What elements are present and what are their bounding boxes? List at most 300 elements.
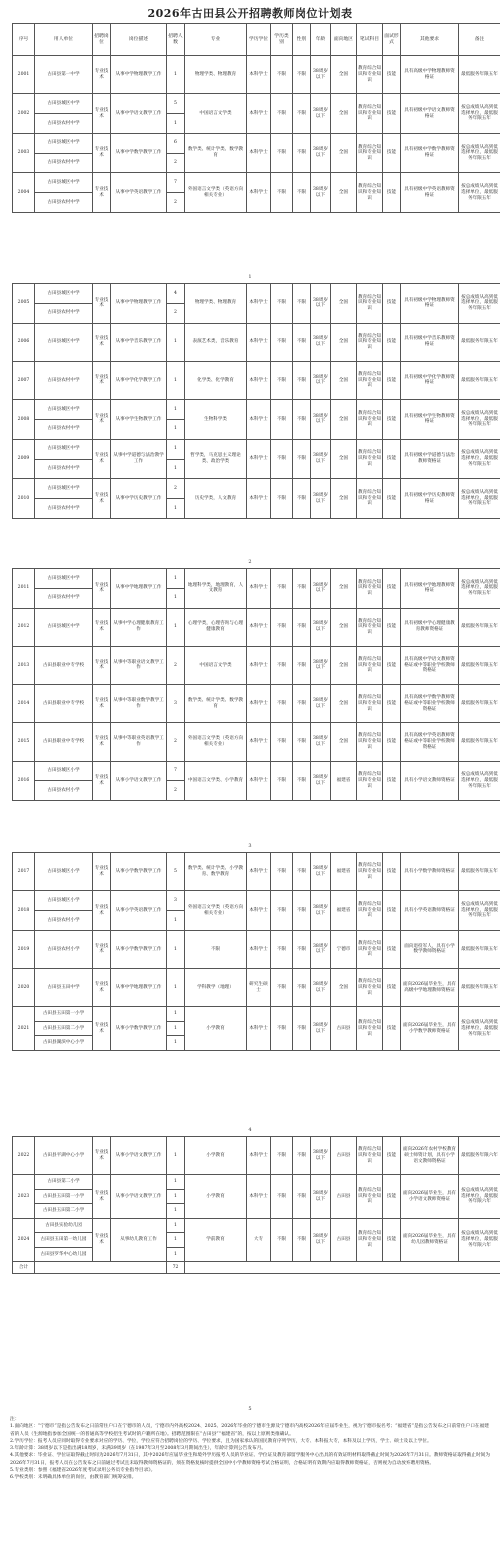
column-header: 性别 (293, 24, 311, 56)
row-id: 2022 (13, 1137, 35, 1175)
education-type: 不限 (271, 1218, 293, 1262)
post-type: 专业技术 (93, 761, 111, 801)
age-limit: 38周岁以下 (311, 1137, 331, 1175)
post-description: 从事中学英语教学工作 (111, 173, 167, 213)
interview-form: 技能 (383, 1175, 401, 1219)
post-type: 专业技术 (93, 94, 111, 134)
hire-count: 1 (167, 588, 185, 608)
age-limit: 38周岁以下 (311, 930, 331, 968)
hire-count: 1 (167, 1247, 185, 1262)
education: 本科学士 (247, 361, 271, 399)
row-id: 2014 (13, 685, 35, 723)
interview-form: 技能 (383, 361, 401, 399)
education-type: 不限 (271, 685, 293, 723)
interview-form: 技能 (383, 969, 401, 1007)
exam-subject: 教育综合知识和专业知识 (357, 1175, 383, 1219)
interview-form: 技能 (383, 94, 401, 134)
post-description: 从事中学地理教学工作 (111, 969, 167, 1007)
region: 全国 (331, 173, 357, 213)
row-id: 2019 (13, 930, 35, 968)
remarks: 最低服务年限五年 (459, 323, 500, 361)
remarks: 最低服务年限五年 (459, 685, 500, 723)
exam-subject: 教育综合知识和专业知识 (357, 479, 383, 519)
age-limit: 38周岁以下 (311, 400, 331, 440)
education: 本科学士 (247, 479, 271, 519)
age-limit: 38周岁以下 (311, 969, 331, 1007)
age-limit: 38周岁以下 (311, 891, 331, 931)
post-type: 专业技术 (93, 1137, 111, 1175)
gender: 不限 (293, 284, 311, 324)
hire-count: 1 (167, 56, 185, 94)
unit-name: 古田县城区中学 (35, 439, 93, 459)
unit-name: 古田县农村中学 (35, 361, 93, 399)
hire-count: 2 (167, 303, 185, 323)
row-id: 2016 (13, 761, 35, 801)
row-id: 2006 (13, 323, 35, 361)
remarks: 最低服务年限五年 (459, 56, 500, 94)
region: 全国 (331, 361, 357, 399)
major: 物理学类、物理教育 (185, 284, 247, 324)
page-number: 1 (248, 274, 252, 280)
interview-form: 技能 (383, 891, 401, 931)
interview-form: 技能 (383, 479, 401, 519)
education: 本科学士 (247, 930, 271, 968)
total-value: 72 (167, 1262, 185, 1274)
remarks: 最低服务年限五年 (459, 361, 500, 399)
hire-count: 1 (167, 499, 185, 519)
table-row (13, 323, 500, 361)
exam-subject: 教育综合知识和专业知识 (357, 853, 383, 891)
education: 本科学士 (247, 1175, 271, 1219)
gender: 不限 (293, 1175, 311, 1219)
other-requirements: 面向2026届毕业生，具有幼儿园教师资格证 (401, 1218, 459, 1262)
column-header: 面试形式 (383, 24, 401, 56)
hire-count: 6 (167, 133, 185, 153)
age-limit: 38周岁以下 (311, 646, 331, 684)
education: 本科学士 (247, 761, 271, 801)
remarks: 最低服务年限五年 (459, 723, 500, 761)
post-description: 从事小学语文教学工作 (111, 1175, 167, 1219)
region: 全国 (331, 608, 357, 646)
hire-count: 3 (167, 891, 185, 911)
post-description: 从事小学数学教学工作 (111, 1007, 167, 1051)
education-type: 不限 (271, 479, 293, 519)
region: 全国 (331, 400, 357, 440)
gender: 不限 (293, 853, 311, 891)
interview-form: 技能 (383, 608, 401, 646)
exam-subject: 教育综合知识和专业知识 (357, 323, 383, 361)
other-requirements: 面向2026届毕业生，具有高级中学地理教师资格证 (401, 969, 459, 1007)
column-header: 招聘人数 (167, 24, 185, 56)
education-type: 不限 (271, 1175, 293, 1219)
page-number: 3 (248, 843, 252, 849)
unit-name: 古田县职业中专学校 (35, 685, 93, 723)
other-requirements: 具有小学英语教师资格证 (401, 891, 459, 931)
column-header: 学历学位 (247, 24, 271, 56)
post-type: 专业技术 (93, 1175, 111, 1219)
exam-subject: 教育综合知识和专业知识 (357, 761, 383, 801)
other-requirements: 具有初级中学心理健康教育教师资格证 (401, 608, 459, 646)
unit-name: 古田县农村中学 (35, 153, 93, 173)
education-type: 不限 (271, 853, 293, 891)
age-limit: 38周岁以下 (311, 1218, 331, 1262)
interview-form: 技能 (383, 1007, 401, 1051)
education-type: 不限 (271, 1007, 293, 1051)
gender: 不限 (293, 723, 311, 761)
interview-form: 技能 (383, 56, 401, 94)
table-row (13, 891, 500, 911)
row-id: 2012 (13, 608, 35, 646)
region: 全国 (331, 439, 357, 479)
remarks: 最低服务年限五年 (459, 608, 500, 646)
row-id: 2018 (13, 891, 35, 931)
post-type: 专业技术 (93, 608, 111, 646)
hire-count: 2 (167, 646, 185, 684)
recruitment-table (12, 568, 500, 801)
region: 福建省 (331, 853, 357, 891)
hire-count: 2 (167, 723, 185, 761)
row-id: 2011 (13, 569, 35, 609)
unit-name: 古田县湖滨中心小学 (35, 1036, 93, 1051)
interview-form: 技能 (383, 723, 401, 761)
table-row (13, 930, 500, 968)
other-requirements: 具有初级中学物理教师资格证 (401, 284, 459, 324)
remarks: 按总成绩从高到低选择单位，最低服务年限五年 (459, 1007, 500, 1051)
education-type: 不限 (271, 891, 293, 931)
row-id: 2021 (13, 1007, 35, 1051)
unit-name: 古田县城区中学 (35, 133, 93, 153)
total-label: 合计 (13, 1262, 35, 1274)
column-header: 学历类别 (271, 24, 293, 56)
post-type: 专业技术 (93, 1007, 111, 1051)
post-type: 专业技术 (93, 479, 111, 519)
hire-count: 4 (167, 284, 185, 304)
hire-count: 2 (167, 479, 185, 499)
gender: 不限 (293, 685, 311, 723)
table-row (13, 479, 500, 499)
region: 古田县 (331, 1218, 357, 1262)
other-requirements: 具有小学语文教师资格证 (401, 761, 459, 801)
major: 数学类、统计学类、数学教育 (185, 133, 247, 173)
major: 数学类、统计学类、小学教育、数学教育 (185, 853, 247, 891)
other-requirements: 具有初级中学生物教师资格证 (401, 400, 459, 440)
hire-count: 5 (167, 94, 185, 114)
education-type: 不限 (271, 284, 293, 324)
note-line: 5.专业类别：参照《福建省2026年度考试录用公务员专业指导目录》。 (10, 1467, 156, 1473)
education: 本科学士 (247, 891, 271, 931)
major: 外国语言文学类（英语方向相关专业） (185, 723, 247, 761)
post-description: 从事中学数学教学工作 (111, 133, 167, 173)
major: 中国语言文学类、小学教育 (185, 761, 247, 801)
hire-count: 1 (167, 1233, 185, 1248)
hire-count: 1 (167, 459, 185, 479)
region: 全国 (331, 323, 357, 361)
other-requirements: 具有初级中学英语教师资格证 (401, 173, 459, 213)
age-limit: 38周岁以下 (311, 133, 331, 173)
table-row (13, 646, 500, 684)
age-limit: 38周岁以下 (311, 761, 331, 801)
hire-count: 1 (167, 1175, 185, 1190)
interview-form: 技能 (383, 323, 401, 361)
gender: 不限 (293, 94, 311, 134)
post-description: 从事中学语文教学工作 (111, 94, 167, 134)
post-type: 专业技术 (93, 930, 111, 968)
other-requirements: 具有高级中学物理教师资格证 (401, 56, 459, 94)
interview-form: 技能 (383, 1137, 401, 1175)
age-limit: 38周岁以下 (311, 853, 331, 891)
interview-form: 技能 (383, 761, 401, 801)
row-id: 2009 (13, 439, 35, 479)
hire-count: 1 (167, 1007, 185, 1022)
unit-name: 古田县城区中学 (35, 479, 93, 499)
unit-name: 古田县农村中学 (35, 193, 93, 213)
unit-name: 古田县城区中学 (35, 323, 93, 361)
post-description: 从事小学语文教学工作 (111, 1137, 167, 1175)
hire-count: 1 (167, 361, 185, 399)
post-description: 从事中等职业语文教学工作 (111, 646, 167, 684)
post-description: 从事中学地理教学工作 (111, 569, 167, 609)
age-limit: 38周岁以下 (311, 1175, 331, 1219)
education: 本科学士 (247, 646, 271, 684)
post-type: 专业技术 (93, 56, 111, 94)
post-type: 专业技术 (93, 173, 111, 213)
major: 中国语言文学类 (185, 646, 247, 684)
column-header: 备注 (459, 24, 500, 56)
education-type: 不限 (271, 94, 293, 134)
remarks: 最低服务年限五年 (459, 853, 500, 891)
major: 心理学类，心理咨询与心理健康教育 (185, 608, 247, 646)
region: 全国 (331, 56, 357, 94)
post-type: 专业技术 (93, 439, 111, 479)
other-requirements: 具有高级中学数学教师资格证或中等职业学校教师资格证 (401, 685, 459, 723)
column-header: 其他要求 (401, 24, 459, 56)
remarks: 最低服务年限五年 (459, 646, 500, 684)
row-id: 2023 (13, 1175, 35, 1219)
exam-subject: 教育综合知识和专业知识 (357, 133, 383, 173)
remarks: 按总成绩从高到低选择单位，最低服务年限六年 (459, 1175, 500, 1219)
education-type: 不限 (271, 56, 293, 94)
age-limit: 38周岁以下 (311, 608, 331, 646)
age-limit: 38周岁以下 (311, 94, 331, 134)
post-type: 专业技术 (93, 646, 111, 684)
gender: 不限 (293, 361, 311, 399)
note-line: 注： (10, 1417, 20, 1422)
interview-form: 技能 (383, 646, 401, 684)
remarks: 最低服务年限五年 (459, 969, 500, 1007)
education: 本科学士 (247, 1137, 271, 1175)
column-header: 岗位描述 (111, 24, 167, 56)
other-requirements: 具有初级中学历史教师资格证 (401, 479, 459, 519)
hire-count: 2 (167, 153, 185, 173)
page-number: 5 (248, 1406, 252, 1412)
remarks: 按总成绩从高到低选择单位，最低服务年限五年 (459, 761, 500, 801)
table-row (13, 1175, 500, 1190)
exam-subject: 教育综合知识和专业知识 (357, 969, 383, 1007)
region: 古田县 (331, 1137, 357, 1175)
row-id: 2005 (13, 284, 35, 324)
column-header: 序号 (13, 24, 35, 56)
empty-cell (35, 1262, 167, 1274)
post-type: 专业技术 (93, 323, 111, 361)
unit-name: 古田县农村中学 (35, 303, 93, 323)
column-header: 面向地区 (331, 24, 357, 56)
education-type: 不限 (271, 723, 293, 761)
unit-name: 古田县职业中专学校 (35, 646, 93, 684)
education-type: 不限 (271, 646, 293, 684)
age-limit: 38周岁以下 (311, 323, 331, 361)
post-type: 专业技术 (93, 1218, 111, 1262)
gender: 不限 (293, 1218, 311, 1262)
education: 本科学士 (247, 608, 271, 646)
page-number: 2 (248, 559, 252, 565)
note-line: 6.学校类别：未明确具体单位的岗位，由教育部门统筹安排。 (10, 1475, 137, 1481)
row-id: 2017 (13, 853, 35, 891)
post-description: 从事小学语文教学工作 (111, 761, 167, 801)
hire-count: 1 (167, 114, 185, 134)
education: 本科学士 (247, 56, 271, 94)
major: 学科教学（地理） (185, 969, 247, 1007)
hire-count: 1 (167, 569, 185, 589)
post-description: 从事中学道德与法治教学工作 (111, 439, 167, 479)
row-id: 2003 (13, 133, 35, 173)
exam-subject: 教育综合知识和专业知识 (357, 1007, 383, 1051)
unit-name: 古田县玉田第一幼儿园 (35, 1233, 93, 1248)
gender: 不限 (293, 569, 311, 609)
hire-count: 1 (167, 911, 185, 931)
gender: 不限 (293, 761, 311, 801)
unit-name: 古田县平湖中心小学 (35, 1137, 93, 1175)
other-requirements: 具有初级中学道德与法治教师资格证 (401, 439, 459, 479)
education-type: 不限 (271, 761, 293, 801)
interview-form: 技能 (383, 284, 401, 324)
education-type: 不限 (271, 969, 293, 1007)
note-line: 3.年龄计算：38周岁以下是指出满18周岁，未满39周岁（在1987年3月至2008年3月期间出生），年龄计算到公告发布月。 (10, 1446, 267, 1452)
other-requirements: 具有高级中学英语教师资格证或中等职业学校教师资格证 (401, 723, 459, 761)
region: 宁德市 (331, 930, 357, 968)
education: 研究生硕士 (247, 969, 271, 1007)
empty-cell (185, 1262, 500, 1274)
education-type: 不限 (271, 439, 293, 479)
table-row (13, 723, 500, 761)
row-id: 2010 (13, 479, 35, 519)
post-description: 从事中学音乐教学工作 (111, 323, 167, 361)
hire-count: 2 (167, 193, 185, 213)
hire-count: 7 (167, 761, 185, 781)
table-row (13, 1218, 500, 1233)
table-row (13, 853, 500, 891)
unit-name: 古田县玉田第二小学 (35, 1204, 93, 1219)
row-id: 2007 (13, 361, 35, 399)
gender: 不限 (293, 173, 311, 213)
region: 全国 (331, 569, 357, 609)
hire-count: 1 (167, 930, 185, 968)
exam-subject: 教育综合知识和专业知识 (357, 685, 383, 723)
region: 古田县 (331, 1175, 357, 1219)
row-id: 2024 (13, 1218, 35, 1262)
column-header: 专业 (185, 24, 247, 56)
age-limit: 38周岁以下 (311, 685, 331, 723)
major: 外国语言文学类（英语方向相关专业） (185, 173, 247, 213)
education-type: 不限 (271, 133, 293, 173)
major: 表演艺术类，音乐教育 (185, 323, 247, 361)
gender: 不限 (293, 323, 311, 361)
unit-name: 古田县农村中学 (35, 114, 93, 134)
education-type: 不限 (271, 400, 293, 440)
exam-subject: 教育综合知识和专业知识 (357, 94, 383, 134)
gender: 不限 (293, 969, 311, 1007)
unit-name: 古田县城区中学 (35, 94, 93, 114)
table-row (13, 969, 500, 1007)
table-row (13, 56, 500, 94)
hire-count: 1 (167, 1189, 185, 1204)
exam-subject: 教育综合知识和专业知识 (357, 56, 383, 94)
unit-name: 古田县农村小学 (35, 781, 93, 801)
region: 全国 (331, 969, 357, 1007)
education: 本科学士 (247, 1007, 271, 1051)
other-requirements: 具有初级中学音乐教师资格证 (401, 323, 459, 361)
unit-name: 古田县城区中学 (35, 608, 93, 646)
other-requirements: 具有高级中学语文教师资格证或中等职业学校教师资格证 (401, 646, 459, 684)
exam-subject: 教育综合知识和专业知识 (357, 284, 383, 324)
gender: 不限 (293, 1137, 311, 1175)
education: 大专 (247, 1218, 271, 1262)
unit-name: 古田县农村小学 (35, 911, 93, 931)
post-type: 专业技术 (93, 969, 111, 1007)
column-header: 笔试科目 (357, 24, 383, 56)
gender: 不限 (293, 133, 311, 173)
interview-form: 技能 (383, 133, 401, 173)
major: 小学教育 (185, 1007, 247, 1051)
age-limit: 38周岁以下 (311, 723, 331, 761)
major: 历史学类，人文教育 (185, 479, 247, 519)
unit-name: 古田县城区中学 (35, 569, 93, 589)
gender: 不限 (293, 891, 311, 931)
region: 全国 (331, 479, 357, 519)
remarks: 按总成绩从高到低选择单位，最低服务年限五年 (459, 133, 500, 173)
table-row (13, 1007, 500, 1022)
table-row (13, 400, 500, 420)
unit-name: 古田县农村中学 (35, 499, 93, 519)
education-type: 不限 (271, 173, 293, 213)
post-type: 专业技术 (93, 853, 111, 891)
interview-form: 技能 (383, 569, 401, 609)
unit-name: 古田县城区中学 (35, 400, 93, 420)
major: 小学教育 (185, 1175, 247, 1219)
page-number: 4 (248, 1127, 252, 1133)
unit-name: 古田县玉田第二小学 (35, 1021, 93, 1036)
post-description: 从事小学数学教学工作 (111, 930, 167, 968)
region: 福建省 (331, 761, 357, 801)
unit-name: 古田县第二小学 (35, 1175, 93, 1190)
interview-form: 技能 (383, 173, 401, 213)
exam-subject: 教育综合知识和专业知识 (357, 173, 383, 213)
hire-count: 1 (167, 1036, 185, 1051)
unit-name: 古田县城区小学 (35, 853, 93, 891)
page-title: 2026年古田县公开招聘教师岗位计划表 (147, 7, 353, 20)
unit-name: 古田县罗华中心幼儿园 (35, 1247, 93, 1262)
age-limit: 38周岁以下 (311, 439, 331, 479)
gender: 不限 (293, 1007, 311, 1051)
education-type: 不限 (271, 608, 293, 646)
education-type: 不限 (271, 930, 293, 968)
remarks: 按总成绩从高到低选择单位，最低服务年限五年 (459, 400, 500, 440)
other-requirements: 具有初级中学数学教师资格证 (401, 133, 459, 173)
gender: 不限 (293, 479, 311, 519)
post-description: 从事中学物理教学工作 (111, 284, 167, 324)
region: 全国 (331, 646, 357, 684)
education: 本科学士 (247, 685, 271, 723)
major: 不限 (185, 930, 247, 968)
